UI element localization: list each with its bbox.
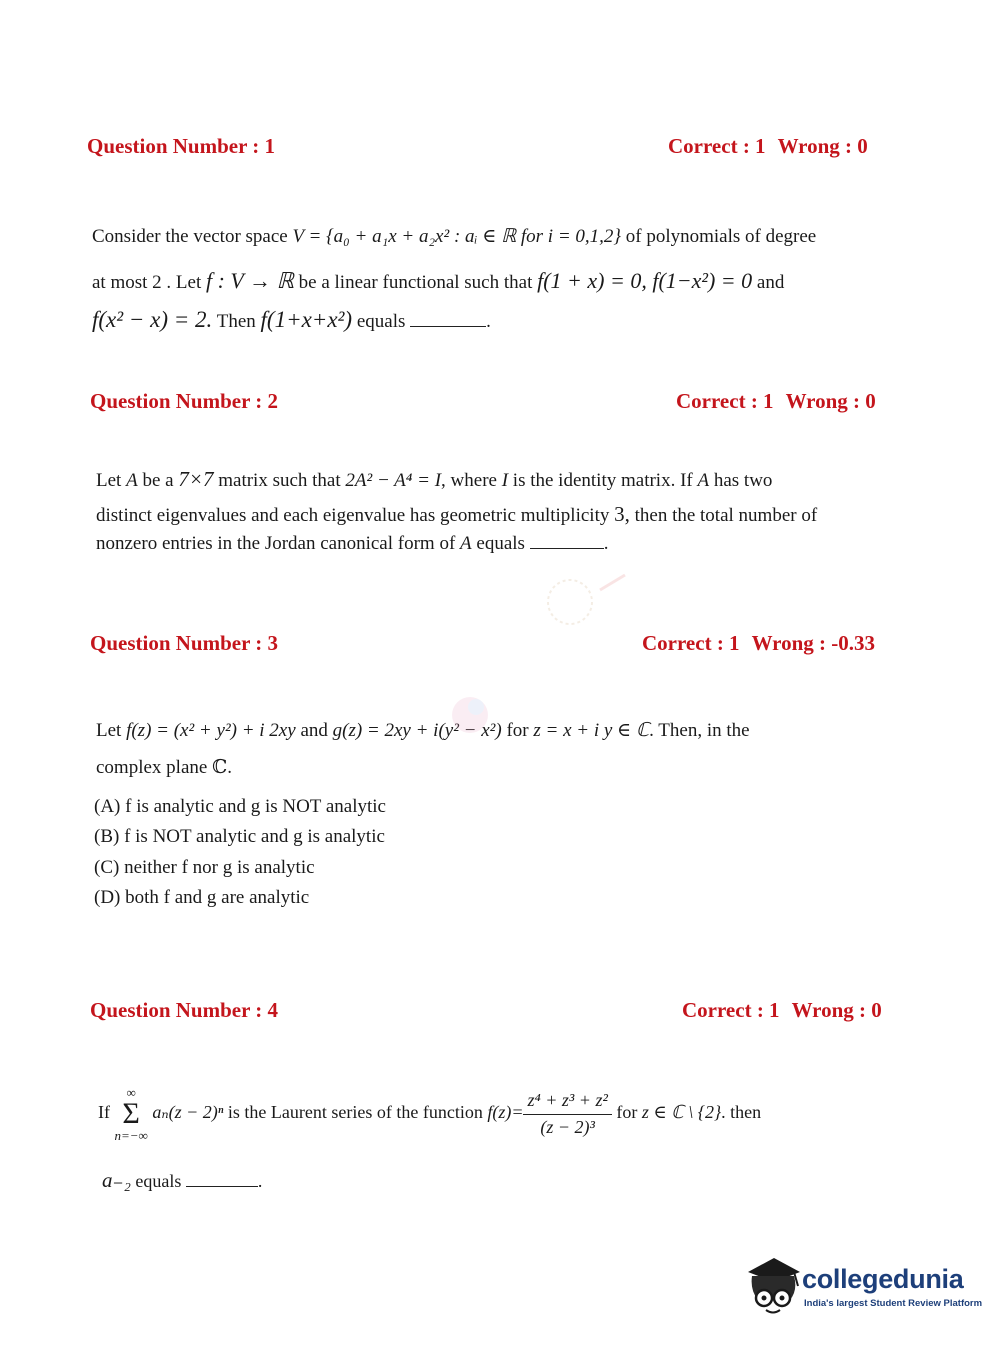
question-2-title: Question Number : 2 [90,389,279,413]
question-3-title: Question Number : 3 [90,631,279,655]
question-1-score [668,134,868,159]
fraction: $\frac{\text{z⁴ + z³ + z²}}{\text{(z − 2)³}}$ [523,1090,611,1138]
option-a: (A) f is analytic and g is NOT analytic [94,796,386,817]
question-2-line-3: nonzero entries in the Jordan canonical form of A equals . [96,533,609,554]
answer-blank [410,325,486,327]
option-b: (B) f is NOT analytic and g is analytic [94,826,385,847]
question-4-line-2: a₋₂ equals . [102,1168,263,1192]
collegedunia-logo [744,1250,983,1320]
question-2-line-1: Let A be a 7×7 matrix such that 2A² − A⁴ = I, where I is the identity matrix. If A has two [96,467,773,491]
answer-blank [530,547,604,549]
question-4-score [682,998,882,1023]
logo-wordmark: collegedunia [802,1264,964,1294]
wrong-score: Wrong : 0 [791,998,882,1022]
question-3-line-1: Let f(z) = (x² + y²) + i 2xy and g(z) = 2xy + i(y² − x²) for z = x + i y ∈ ℂ. Then, in the [96,720,750,741]
watermark-logo-icon [440,685,500,745]
option-d: (D) both f and g are analytic [94,887,310,908]
wrong-score: Wrong : 0 [785,389,876,413]
wrong-score: Wrong : 0 [777,134,868,158]
question-4-header [0,998,1001,1030]
question-1-line-2: at most 2 . Let f : V → ℝ be a linear functional such that f(1 + x) = 0, f(1−x²) = 0 and [92,268,785,293]
question-4-title: Question Number : 4 [90,998,279,1022]
question-2-score [676,389,876,414]
watermark-icon [540,570,630,640]
question-2-header [0,389,1001,421]
correct-score: Correct : 1 [642,631,740,655]
mascot-icon [744,1250,804,1320]
wrong-score: Wrong : -0.33 [751,631,876,655]
summation: ∞ Σ n=−∞ [114,1085,148,1143]
answer-blank [186,1185,258,1187]
option-c: (C) neither f nor g is analytic [94,857,315,878]
correct-score: Correct : 1 [676,389,774,413]
question-4-line-1: If ∞ Σ n=−∞ aₙ(z − 2)ⁿ is the Laurent series of the function f(z)= $\frac{\text{z⁴ + z³ + z²}}{\text{(z − 2)³}}$ for z ∈ ℂ \ {2}. then [98,1085,762,1143]
question-3-line-2: complex plane ℂ. [96,757,232,778]
question-3-score [642,631,875,656]
question-3-header [0,631,1001,663]
question-1-header [0,134,1001,166]
logo-tagline: India's largest Student Review Platform [804,1298,983,1309]
question-1-line-1: Consider the vector space V = {a₀ + a₁x + a₂x² : aᵢ ∈ ℝ for i = 0,1,2} of polynomials of degree [92,226,817,247]
question-1-line-3: f(x² − x) = 2. Then f(1+x+x²) equals . [92,307,491,332]
correct-score: Correct : 1 [682,998,780,1022]
question-2-line-2: distinct eigenvalues and each eigenvalue has geometric multiplicity 3, then the total number of [96,502,818,526]
question-1-title: Question Number : 1 [87,134,276,158]
correct-score: Correct : 1 [668,134,766,158]
